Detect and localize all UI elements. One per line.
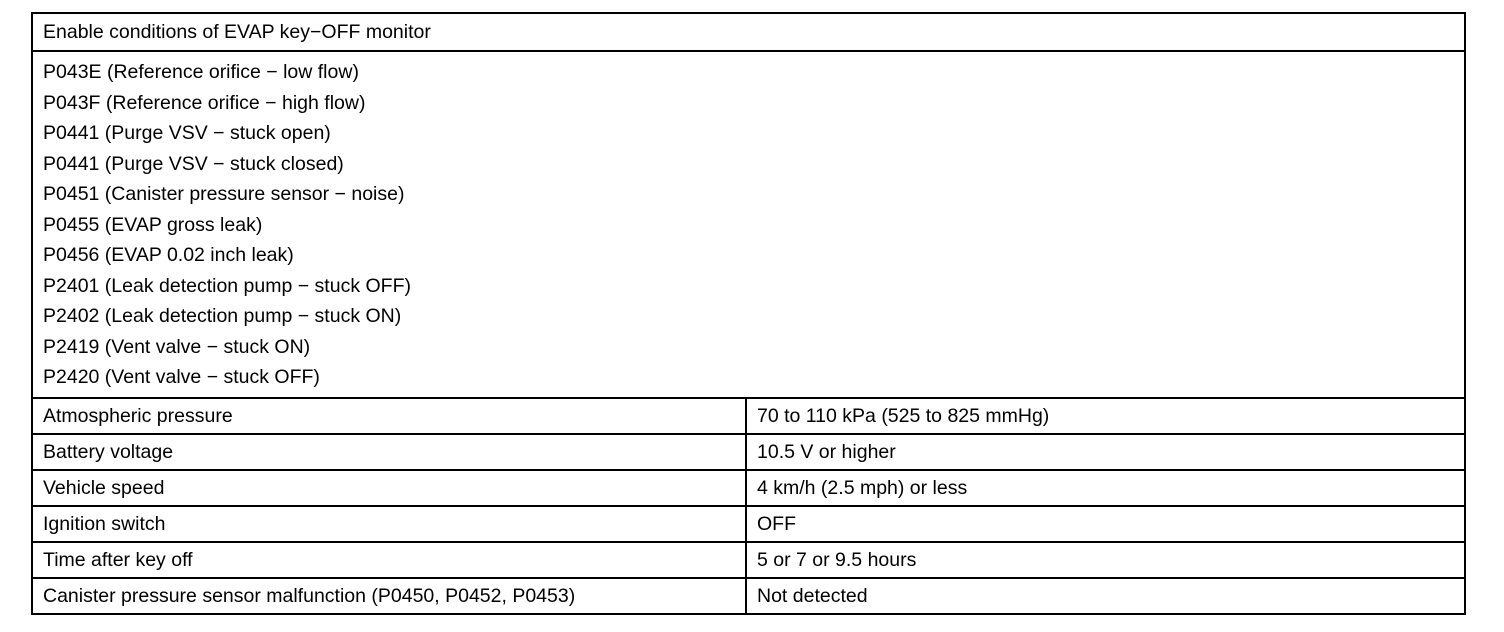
condition-value: 10.5 V or higher: [746, 434, 1465, 470]
condition-label: Canister pressure sensor malfunction (P0450, P0452, P0453): [32, 578, 746, 614]
dtc-list-row: [32, 51, 1465, 398]
table-row: [32, 398, 1465, 434]
dtc-item: P0441 (Purge VSV − stuck open): [43, 122, 331, 144]
dtc-item: P2402 (Leak detection pump − stuck ON): [43, 305, 402, 327]
dtc-item: P043F (Reference orifice − high flow): [43, 91, 366, 114]
dtc-list-cell: [32, 51, 1465, 398]
dtc-item: P0455 (EVAP gross leak): [43, 213, 263, 236]
dtc-item: P2420 (Vent valve − stuck OFF): [43, 366, 320, 388]
condition-value: OFF: [746, 506, 1465, 542]
condition-label: Vehicle speed: [32, 470, 746, 506]
condition-value: 4 km/h (2.5 mph) or less: [746, 470, 1465, 506]
enable-conditions-table: [31, 12, 1466, 615]
table-row: [32, 434, 1465, 470]
dtc-item: P043E (Reference orifice − low flow): [43, 61, 359, 83]
dtc-list: [43, 54, 1464, 393]
condition-label: Time after key off: [32, 542, 746, 578]
table-header-row: [32, 13, 1465, 51]
condition-value: Not detected: [746, 578, 1465, 614]
table-row: [32, 578, 1465, 614]
table-row: [32, 542, 1465, 578]
table-row: [32, 470, 1465, 506]
dtc-item: P0451 (Canister pressure sensor − noise): [43, 183, 405, 205]
dtc-item: P0441 (Purge VSV − stuck closed): [43, 152, 344, 175]
dtc-item: P0456 (EVAP 0.02 inch leak): [43, 244, 294, 266]
condition-label: Battery voltage: [32, 434, 746, 470]
dtc-item: P2401 (Leak detection pump − stuck OFF): [43, 274, 411, 297]
condition-value: 5 or 7 or 9.5 hours: [746, 542, 1465, 578]
condition-label: Ignition switch: [32, 506, 746, 542]
condition-label: Atmospheric pressure: [32, 398, 746, 434]
table-header: Enable conditions of EVAP key−OFF monitor: [32, 13, 1465, 51]
table-row: [32, 506, 1465, 542]
dtc-item: P2419 (Vent valve − stuck ON): [43, 335, 311, 358]
condition-value: 70 to 110 kPa (525 to 825 mmHg): [746, 398, 1465, 434]
